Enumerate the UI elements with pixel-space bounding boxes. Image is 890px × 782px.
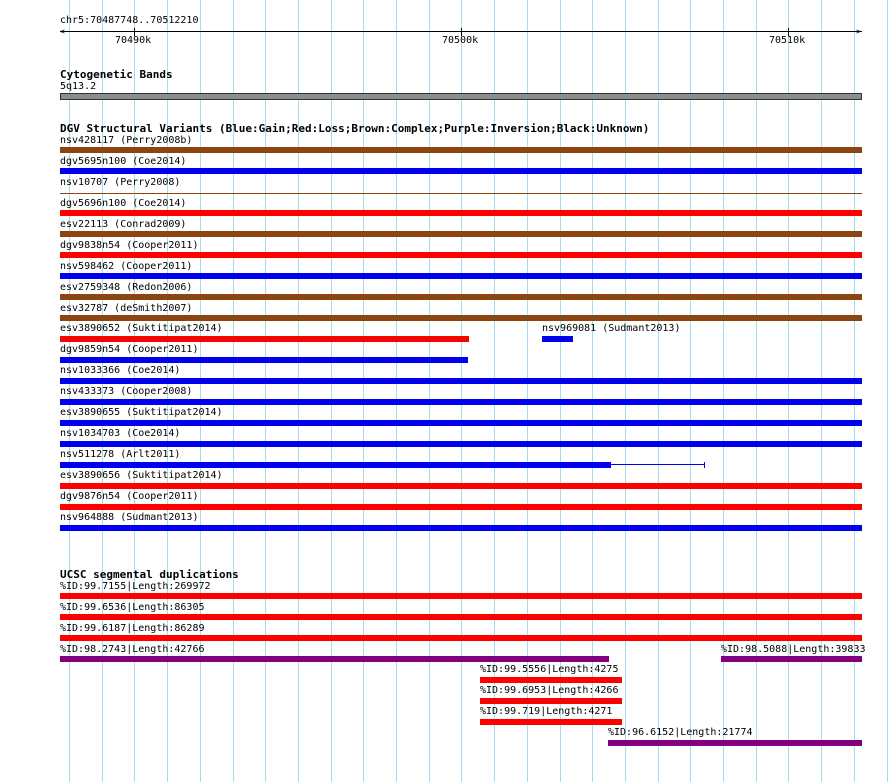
arrow-right-icon[interactable]: > <box>856 27 861 36</box>
dgv-feature-label[interactable]: nsv511278 (Arlt2011) <box>60 449 181 460</box>
tick-label-70490k: 70490k <box>115 35 152 46</box>
dgv-feature-bar[interactable] <box>60 193 862 194</box>
dgv-track-title: DGV Structural Variants (Blue:Gain;Red:Loss;Brown:Complex;Purple:Inversion;Black:Unknown) <box>60 122 650 135</box>
segdup-feature-label[interactable]: %ID:98.5088|Length:39833 <box>721 644 866 655</box>
segdup-feature-label[interactable]: %ID:99.6187|Length:86289 <box>60 623 205 634</box>
dgv-feature-label[interactable]: nsv1034703 (Coe2014) <box>60 428 181 439</box>
dgv-feature-bar[interactable] <box>60 147 862 153</box>
grid-line <box>200 0 201 782</box>
dgv-feature-label[interactable]: dgv9838n54 (Cooper2011) <box>60 240 199 251</box>
segdup-feature-bar[interactable] <box>480 719 622 725</box>
dgv-feature-bar[interactable] <box>60 504 862 510</box>
tick-label-70500k: 70500k <box>442 35 479 46</box>
segdup-feature-label[interactable]: %ID:99.5556|Length:4275 <box>480 664 619 675</box>
grid-line <box>887 0 888 782</box>
dgv-feature-bar[interactable] <box>60 420 862 426</box>
dgv-feature-bar[interactable] <box>60 441 862 447</box>
dgv-feature-label[interactable]: dgv5695n100 (Coe2014) <box>60 156 187 167</box>
arrow-left-icon[interactable]: < <box>60 27 65 36</box>
dgv-feature-extension[interactable] <box>611 464 704 465</box>
segdup-feature-label[interactable]: %ID:99.6953|Length:4266 <box>480 685 619 696</box>
dgv-feature-bar[interactable] <box>60 336 469 342</box>
dgv-feature-label[interactable]: esv3890655 (Suktitipat2014) <box>60 407 223 418</box>
dgv-feature-label[interactable]: nsv969081 (Sudmant2013) <box>542 323 681 334</box>
grid-line <box>658 0 659 782</box>
dgv-feature-bar[interactable] <box>60 483 862 489</box>
dgv-feature-label[interactable]: nsv10707 (Perry2008) <box>60 177 181 188</box>
grid-line <box>625 0 626 782</box>
dgv-feature-label[interactable]: nsv964888 (Sudmant2013) <box>60 512 199 523</box>
segdup-feature-bar[interactable] <box>480 677 622 683</box>
segdup-feature-label[interactable]: %ID:96.6152|Length:21774 <box>608 727 753 738</box>
cytoband-bar[interactable] <box>60 93 862 100</box>
position-label: chr5:70487748..70512210 <box>60 15 199 26</box>
segdup-feature-label[interactable]: %ID:99.6536|Length:86305 <box>60 602 205 613</box>
dgv-feature-label[interactable]: nsv428117 (Perry2008b) <box>60 135 193 146</box>
tick-label-70510k: 70510k <box>769 35 806 46</box>
grid-line <box>363 0 364 782</box>
dgv-feature-bar[interactable] <box>60 294 862 300</box>
cytoband-track-title: Cytogenetic Bands <box>60 68 173 81</box>
segdup-feature-bar[interactable] <box>721 656 862 662</box>
dgv-feature-bar[interactable] <box>60 252 862 258</box>
dgv-feature-end-cap <box>704 462 705 468</box>
dgv-feature-label[interactable]: esv2759348 (Redon2006) <box>60 282 193 293</box>
dgv-feature-bar[interactable] <box>60 462 611 468</box>
dgv-feature-label[interactable]: dgv9859n54 (Cooper2011) <box>60 344 199 355</box>
dgv-feature-bar[interactable] <box>60 273 862 279</box>
dgv-feature-bar[interactable] <box>60 357 468 363</box>
cytoband-label[interactable]: 5q13.2 <box>60 81 97 92</box>
dgv-feature-label[interactable]: esv3890656 (Suktitipat2014) <box>60 470 223 481</box>
dgv-feature-bar[interactable] <box>60 168 862 174</box>
grid-line <box>723 0 724 782</box>
grid-line <box>756 0 757 782</box>
grid-line <box>265 0 266 782</box>
segdup-feature-bar[interactable] <box>60 656 609 662</box>
grid-line <box>821 0 822 782</box>
segdup-feature-bar[interactable] <box>60 614 862 620</box>
dgv-feature-bar[interactable] <box>542 336 573 342</box>
segdup-feature-bar[interactable] <box>60 635 862 641</box>
grid-line <box>461 0 462 782</box>
dgv-feature-bar[interactable] <box>60 210 862 216</box>
segdup-feature-label[interactable]: %ID:99.7155|Length:269972 <box>60 581 211 592</box>
dgv-feature-label[interactable]: esv32787 (deSmith2007) <box>60 303 193 314</box>
grid-line <box>854 0 855 782</box>
dgv-feature-label[interactable]: nsv598462 (Cooper2011) <box>60 261 193 272</box>
grid-line <box>396 0 397 782</box>
segdup-feature-bar[interactable] <box>60 593 862 599</box>
grid-line <box>788 0 789 782</box>
grid-line <box>690 0 691 782</box>
dgv-feature-bar[interactable] <box>60 231 862 237</box>
grid-line <box>331 0 332 782</box>
segdup-track-title: UCSC segmental duplications <box>60 568 239 581</box>
segdup-feature-bar[interactable] <box>608 740 862 746</box>
dgv-feature-bar[interactable] <box>60 399 862 405</box>
dgv-feature-bar[interactable] <box>60 315 862 321</box>
dgv-feature-label[interactable]: nsv1033366 (Coe2014) <box>60 365 181 376</box>
dgv-feature-label[interactable]: esv22113 (Conrad2009) <box>60 219 187 230</box>
grid-line <box>429 0 430 782</box>
grid-line <box>233 0 234 782</box>
dgv-feature-bar[interactable] <box>60 525 862 531</box>
segdup-feature-label[interactable]: %ID:99.719|Length:4271 <box>480 706 613 717</box>
dgv-feature-label[interactable]: dgv9876n54 (Cooper2011) <box>60 491 199 502</box>
dgv-feature-label[interactable]: esv3890652 (Suktitipat2014) <box>60 323 223 334</box>
segdup-feature-label[interactable]: %ID:98.2743|Length:42766 <box>60 644 205 655</box>
dgv-feature-label[interactable]: dgv5696n100 (Coe2014) <box>60 198 187 209</box>
dgv-feature-label[interactable]: nsv433373 (Cooper2008) <box>60 386 193 397</box>
grid-line <box>298 0 299 782</box>
dgv-feature-bar[interactable] <box>60 378 862 384</box>
segdup-feature-bar[interactable] <box>480 698 622 704</box>
